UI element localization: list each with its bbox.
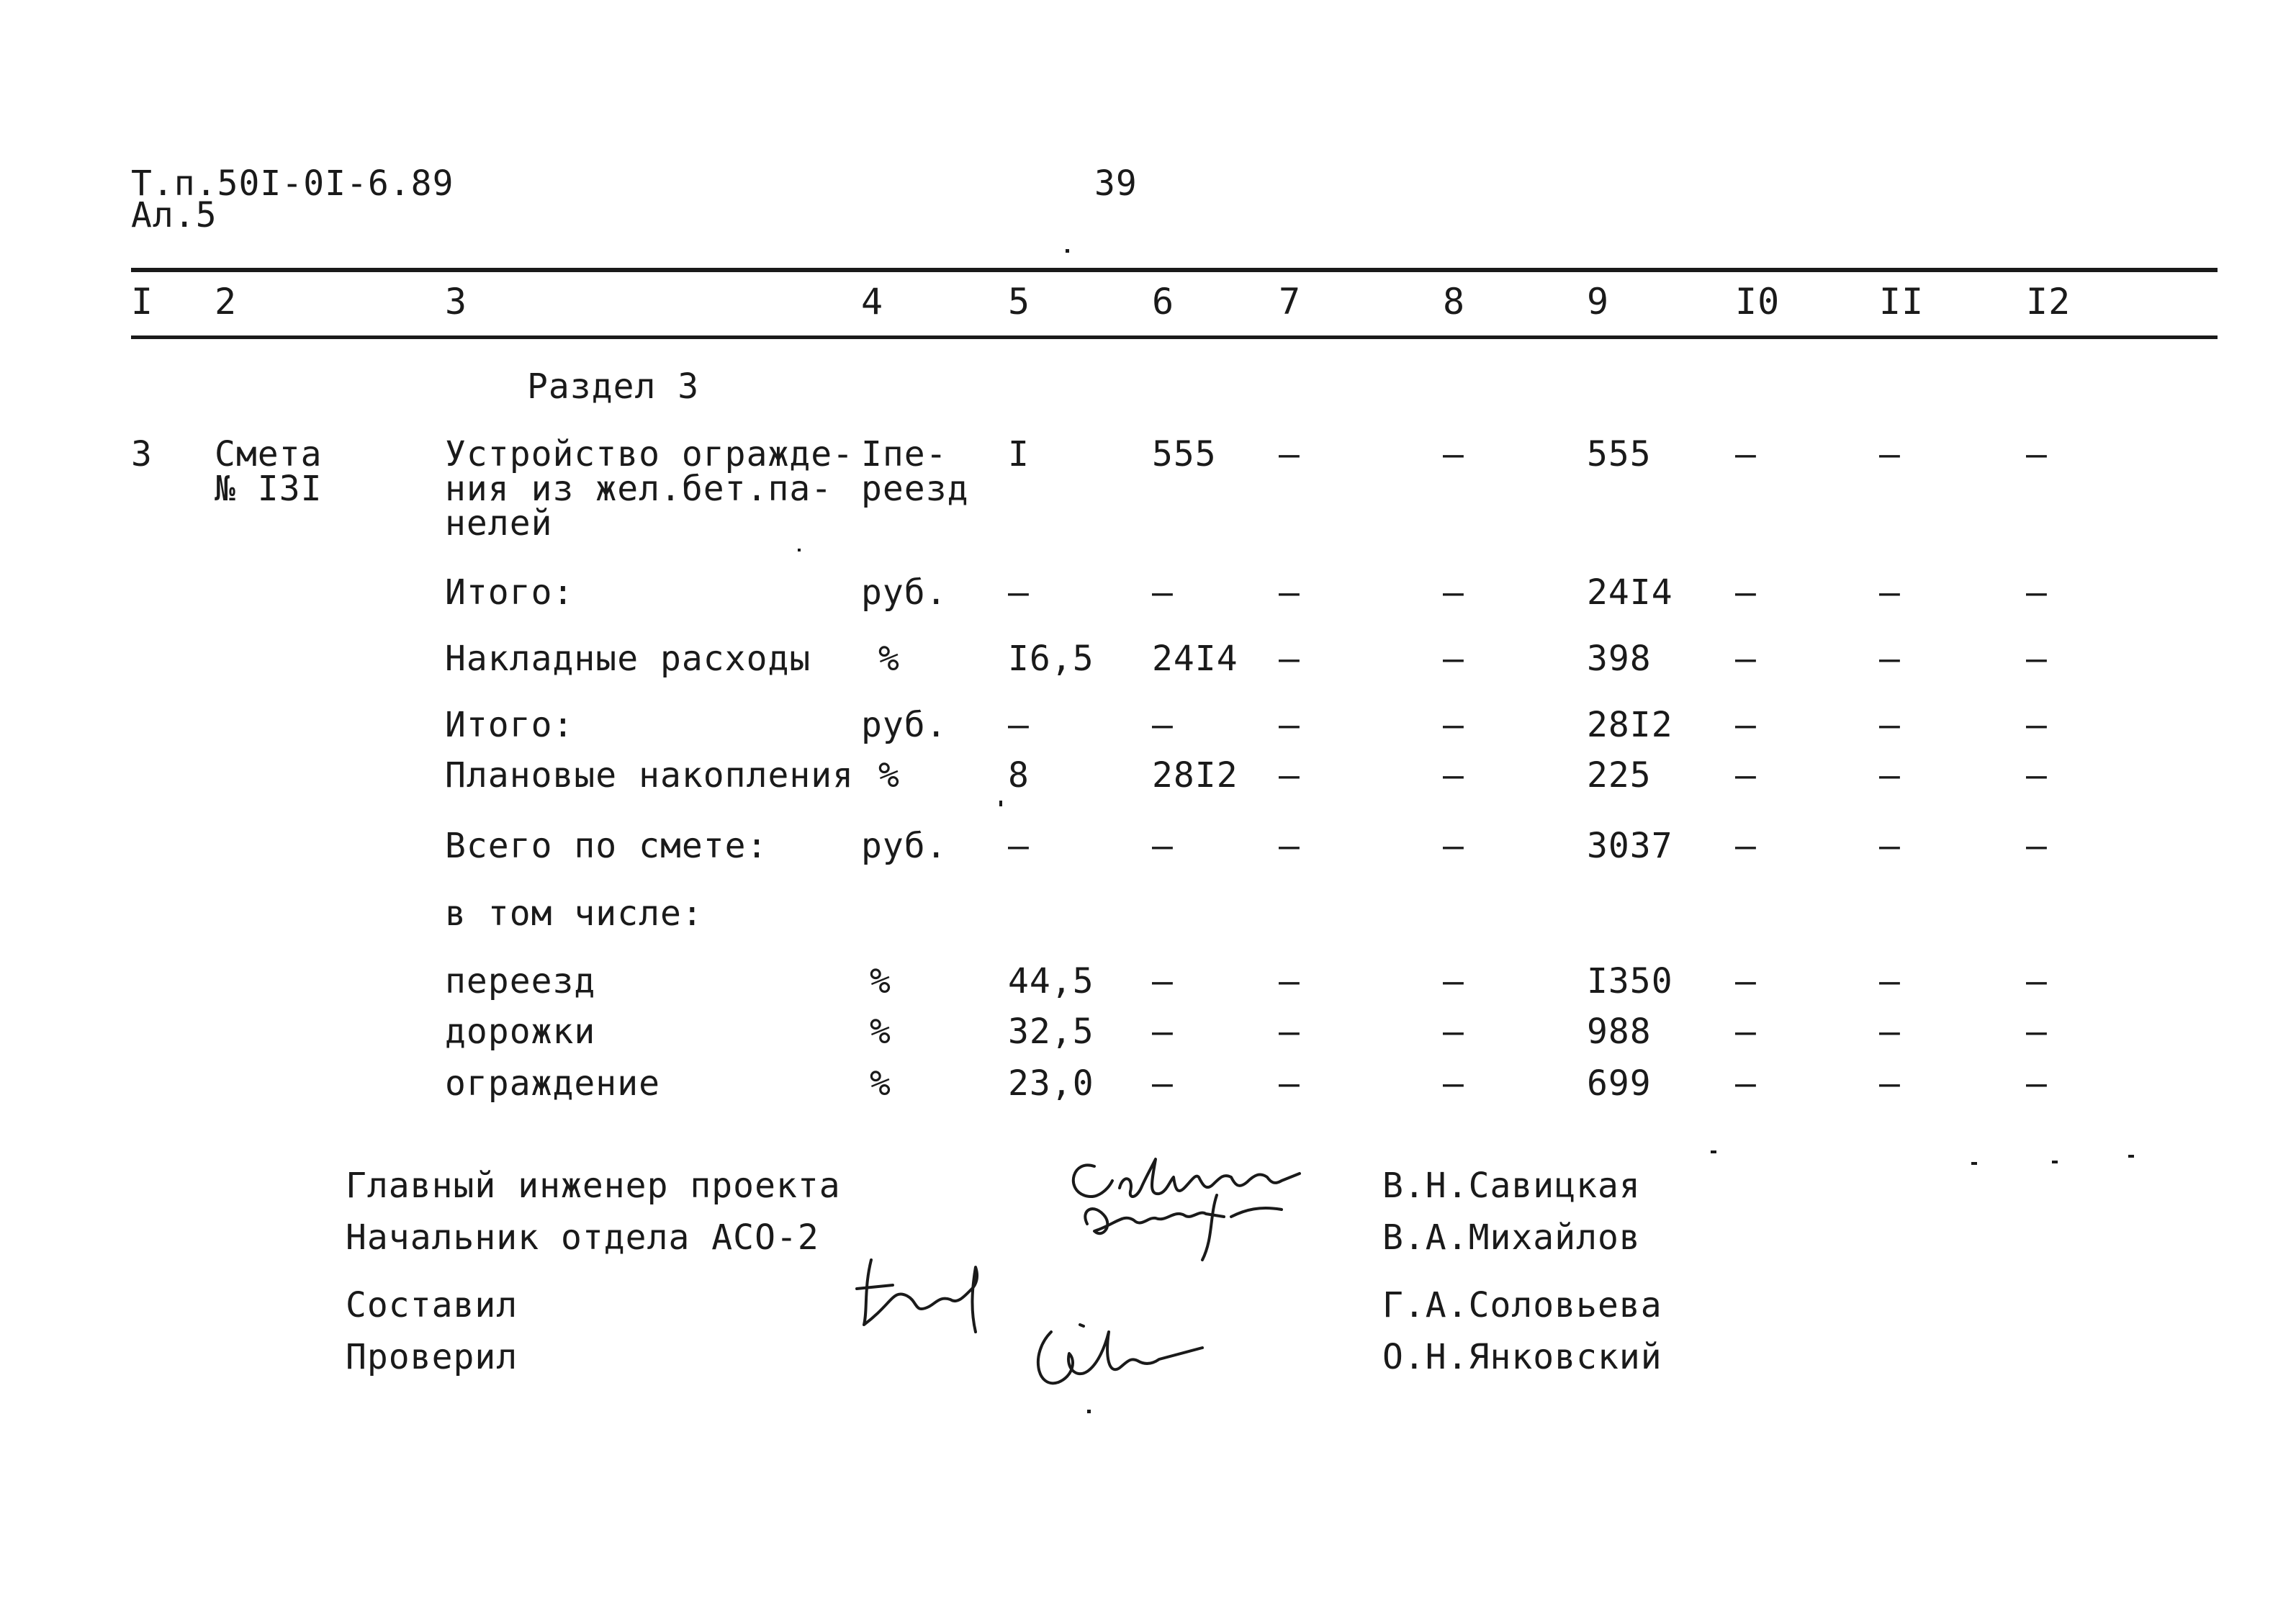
item-description: Устройство огражде- bbox=[445, 434, 855, 474]
row-cell: – bbox=[1735, 705, 1757, 745]
row-cell: – bbox=[2026, 705, 2048, 745]
row-total: 699 bbox=[1587, 1063, 1652, 1104]
row-cell: – bbox=[2026, 572, 2048, 613]
row-rate: I6,5 bbox=[1008, 639, 1094, 679]
column-number: I0 bbox=[1735, 281, 1780, 323]
column-number: I2 bbox=[2026, 281, 2071, 323]
row-cell: – bbox=[1008, 572, 1030, 613]
column-number: 2 bbox=[215, 281, 238, 323]
document-code: Т.п.50I-0I-6.89 bbox=[131, 163, 454, 204]
row-cell: – bbox=[1152, 1012, 1174, 1052]
row-cell: – bbox=[1008, 826, 1030, 866]
row-label: переезд bbox=[445, 961, 596, 1001]
row-total: 24I4 bbox=[1587, 572, 1673, 613]
row-cell: – bbox=[2026, 1063, 2048, 1104]
row-cell: – bbox=[1879, 1012, 1901, 1052]
row-unit: руб. bbox=[861, 826, 947, 866]
row-cell: – bbox=[1735, 755, 1757, 796]
row-cell: – bbox=[1443, 705, 1464, 745]
row-share: 44,5 bbox=[1008, 961, 1094, 1001]
row-cell: – bbox=[2026, 1012, 2048, 1052]
row-cell: – bbox=[1879, 639, 1901, 679]
table-header-bottom-rule bbox=[131, 335, 2218, 339]
row-unit: % bbox=[870, 1012, 891, 1052]
row-unit: % bbox=[878, 639, 900, 679]
row-cell: – bbox=[1279, 1012, 1300, 1052]
breakdown-subtitle: в том числе: bbox=[445, 893, 703, 934]
row-cell: – bbox=[1279, 1063, 1300, 1104]
row-cell: – bbox=[1735, 961, 1757, 1001]
signatory-role: Составил bbox=[346, 1285, 518, 1325]
row-cell: – bbox=[1443, 755, 1464, 796]
row-cell: – bbox=[1443, 961, 1464, 1001]
row-total: 28I2 bbox=[1587, 705, 1673, 745]
estimate-ref: Смета bbox=[215, 434, 323, 474]
row-rate: 8 bbox=[1008, 755, 1030, 796]
row-cell: – bbox=[1443, 826, 1464, 866]
row-unit: % bbox=[870, 961, 891, 1001]
column-number: 8 bbox=[1443, 281, 1466, 323]
item-description: ния из жел.бет.па- bbox=[445, 469, 833, 509]
row-label: дорожки bbox=[445, 1012, 596, 1052]
row-cell: – bbox=[1735, 1063, 1757, 1104]
row-unit: руб. bbox=[861, 572, 947, 613]
row-cell: – bbox=[1443, 1012, 1464, 1052]
item-cell: – bbox=[1279, 434, 1300, 474]
row-total: 225 bbox=[1587, 755, 1652, 796]
row-total: 3037 bbox=[1587, 826, 1673, 866]
row-cell: – bbox=[1279, 826, 1300, 866]
row-cell: – bbox=[1735, 826, 1757, 866]
row-cell: – bbox=[1735, 572, 1757, 613]
column-number: I bbox=[131, 281, 154, 323]
item-unit: реезд bbox=[861, 469, 969, 509]
row-total: 398 bbox=[1587, 639, 1652, 679]
row-unit: % bbox=[870, 1063, 891, 1104]
column-number: 3 bbox=[445, 281, 468, 323]
row-cell: – bbox=[2026, 755, 2048, 796]
table-top-rule bbox=[131, 268, 2218, 272]
row-cell: – bbox=[1735, 639, 1757, 679]
item-cell: – bbox=[1879, 434, 1901, 474]
scan-speck bbox=[2052, 1161, 2058, 1163]
row-cell: – bbox=[1443, 1063, 1464, 1104]
row-share: 23,0 bbox=[1008, 1063, 1094, 1104]
row-cell: – bbox=[1152, 705, 1174, 745]
column-number: 6 bbox=[1152, 281, 1175, 323]
column-number: 7 bbox=[1279, 281, 1302, 323]
row-cell: – bbox=[1879, 826, 1901, 866]
item-cell: – bbox=[1443, 434, 1464, 474]
row-cell: – bbox=[1879, 705, 1901, 745]
signature-yankovsky bbox=[1015, 1296, 1217, 1404]
row-cell: – bbox=[1279, 755, 1300, 796]
item-description: нелей bbox=[445, 503, 553, 544]
row-cell: – bbox=[1879, 961, 1901, 1001]
row-cell: – bbox=[1152, 961, 1174, 1001]
row-cell: – bbox=[2026, 639, 2048, 679]
row-base: 24I4 bbox=[1152, 639, 1238, 679]
scan-speck bbox=[1711, 1150, 1716, 1153]
page-number: 39 bbox=[1094, 163, 1138, 204]
row-cell: – bbox=[1008, 705, 1030, 745]
row-cell: – bbox=[1279, 961, 1300, 1001]
row-cell: – bbox=[1152, 826, 1174, 866]
row-label: Накладные расходы bbox=[445, 639, 811, 679]
item-price: 555 bbox=[1152, 434, 1217, 474]
row-cell: – bbox=[1279, 639, 1300, 679]
signatory-name: Г.А.Соловьева bbox=[1382, 1285, 1662, 1325]
row-cell: – bbox=[1735, 1012, 1757, 1052]
signatory-name: О.Н.Янковский bbox=[1382, 1337, 1662, 1377]
row-base: 28I2 bbox=[1152, 755, 1238, 796]
scan-speck bbox=[2128, 1155, 2134, 1158]
row-cell: – bbox=[1443, 572, 1464, 613]
row-share: 32,5 bbox=[1008, 1012, 1094, 1052]
item-cell: – bbox=[2026, 434, 2048, 474]
row-label: Всего по смете: bbox=[445, 826, 768, 866]
column-number: 9 bbox=[1587, 281, 1610, 323]
row-cell: – bbox=[1879, 1063, 1901, 1104]
row-cell: – bbox=[1279, 572, 1300, 613]
item-cell: – bbox=[1735, 434, 1757, 474]
row-cell: – bbox=[1279, 705, 1300, 745]
signatory-name: В.А.Михайлов bbox=[1382, 1217, 1641, 1258]
row-cell: – bbox=[1879, 572, 1901, 613]
column-number: 5 bbox=[1008, 281, 1031, 323]
item-quantity: I bbox=[1008, 434, 1030, 474]
scan-speck bbox=[798, 549, 801, 551]
row-label: Плановые накопления bbox=[445, 755, 855, 796]
signature-solovyeva bbox=[850, 1246, 1037, 1339]
scan-speck bbox=[1971, 1162, 1977, 1165]
scan-speck bbox=[1087, 1410, 1091, 1413]
row-cell: – bbox=[1152, 572, 1174, 613]
row-cell: – bbox=[2026, 961, 2048, 1001]
row-label: Итого: bbox=[445, 572, 575, 613]
item-total: 555 bbox=[1587, 434, 1652, 474]
album-number: Ал.5 bbox=[131, 195, 217, 235]
signatory-role: Начальник отдела АСО-2 bbox=[346, 1217, 819, 1258]
row-cell: – bbox=[2026, 826, 2048, 866]
signatory-role: Проверил bbox=[346, 1337, 518, 1377]
item-unit: Iпе- bbox=[861, 434, 947, 474]
signatory-role: Главный инженер проекта bbox=[346, 1166, 841, 1206]
estimate-number: № I3I bbox=[215, 469, 323, 509]
row-cell: – bbox=[1443, 639, 1464, 679]
row-cell: – bbox=[1152, 1063, 1174, 1104]
signatory-name: В.Н.Савицкая bbox=[1382, 1166, 1641, 1206]
row-label: ограждение bbox=[445, 1063, 660, 1104]
row-total: 988 bbox=[1587, 1012, 1652, 1052]
section-title: Раздел 3 bbox=[527, 366, 700, 407]
column-number: 4 bbox=[861, 281, 884, 323]
row-total: I350 bbox=[1587, 961, 1673, 1001]
row-label: Итого: bbox=[445, 705, 575, 745]
scan-speck bbox=[999, 801, 1002, 806]
scan-speck bbox=[1066, 249, 1069, 253]
row-unit: руб. bbox=[861, 705, 947, 745]
item-number: 3 bbox=[131, 434, 153, 474]
column-number: II bbox=[1879, 281, 1924, 323]
row-cell: – bbox=[1879, 755, 1901, 796]
row-unit: % bbox=[878, 755, 900, 796]
signature-savitskaya bbox=[1051, 1138, 1354, 1282]
